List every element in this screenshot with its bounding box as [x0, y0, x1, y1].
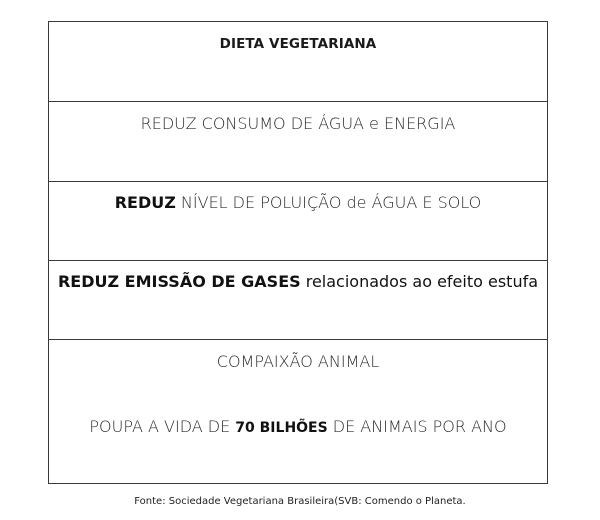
- gases-rest-label: relacionados ao efeito estufa: [300, 272, 539, 291]
- table-row-gases: [49, 260, 547, 340]
- source-caption: Fonte: Sociedade Vegetariana Brasileira(SVB: Comendo o Planeta.: [134, 496, 466, 507]
- animal-lives-post: DE ANIMAIS POR ANO: [327, 417, 507, 436]
- table-title: DIETA VEGETARIANA: [219, 36, 377, 52]
- table-row-animal: [49, 339, 547, 484]
- pollution-bold-label: REDUZ: [114, 193, 176, 212]
- animal-compassion-text: COMPAIXÃO ANIMAL: [216, 352, 380, 371]
- animal-lives-count: 70 BILHÕES: [235, 420, 328, 436]
- water-energy-text: REDUZ CONSUMO DE ÁGUA e ENERGIA: [140, 114, 456, 133]
- animal-lives-pre: POUPA A VIDA DE: [89, 417, 236, 436]
- pollution-text: [49, 193, 547, 212]
- gases-bold-label: REDUZ EMISSÃO DE GASES: [57, 272, 301, 291]
- pollution-rest-label: NÍVEL DE POLUIÇÃO de ÁGUA E SOLO: [175, 193, 482, 212]
- animal-lives-text: [49, 417, 547, 436]
- gases-text: [49, 272, 547, 291]
- info-table: [48, 21, 548, 484]
- table-row-header: [49, 22, 547, 102]
- table-row-water-energy: [49, 102, 547, 182]
- table-row-pollution: [49, 181, 547, 261]
